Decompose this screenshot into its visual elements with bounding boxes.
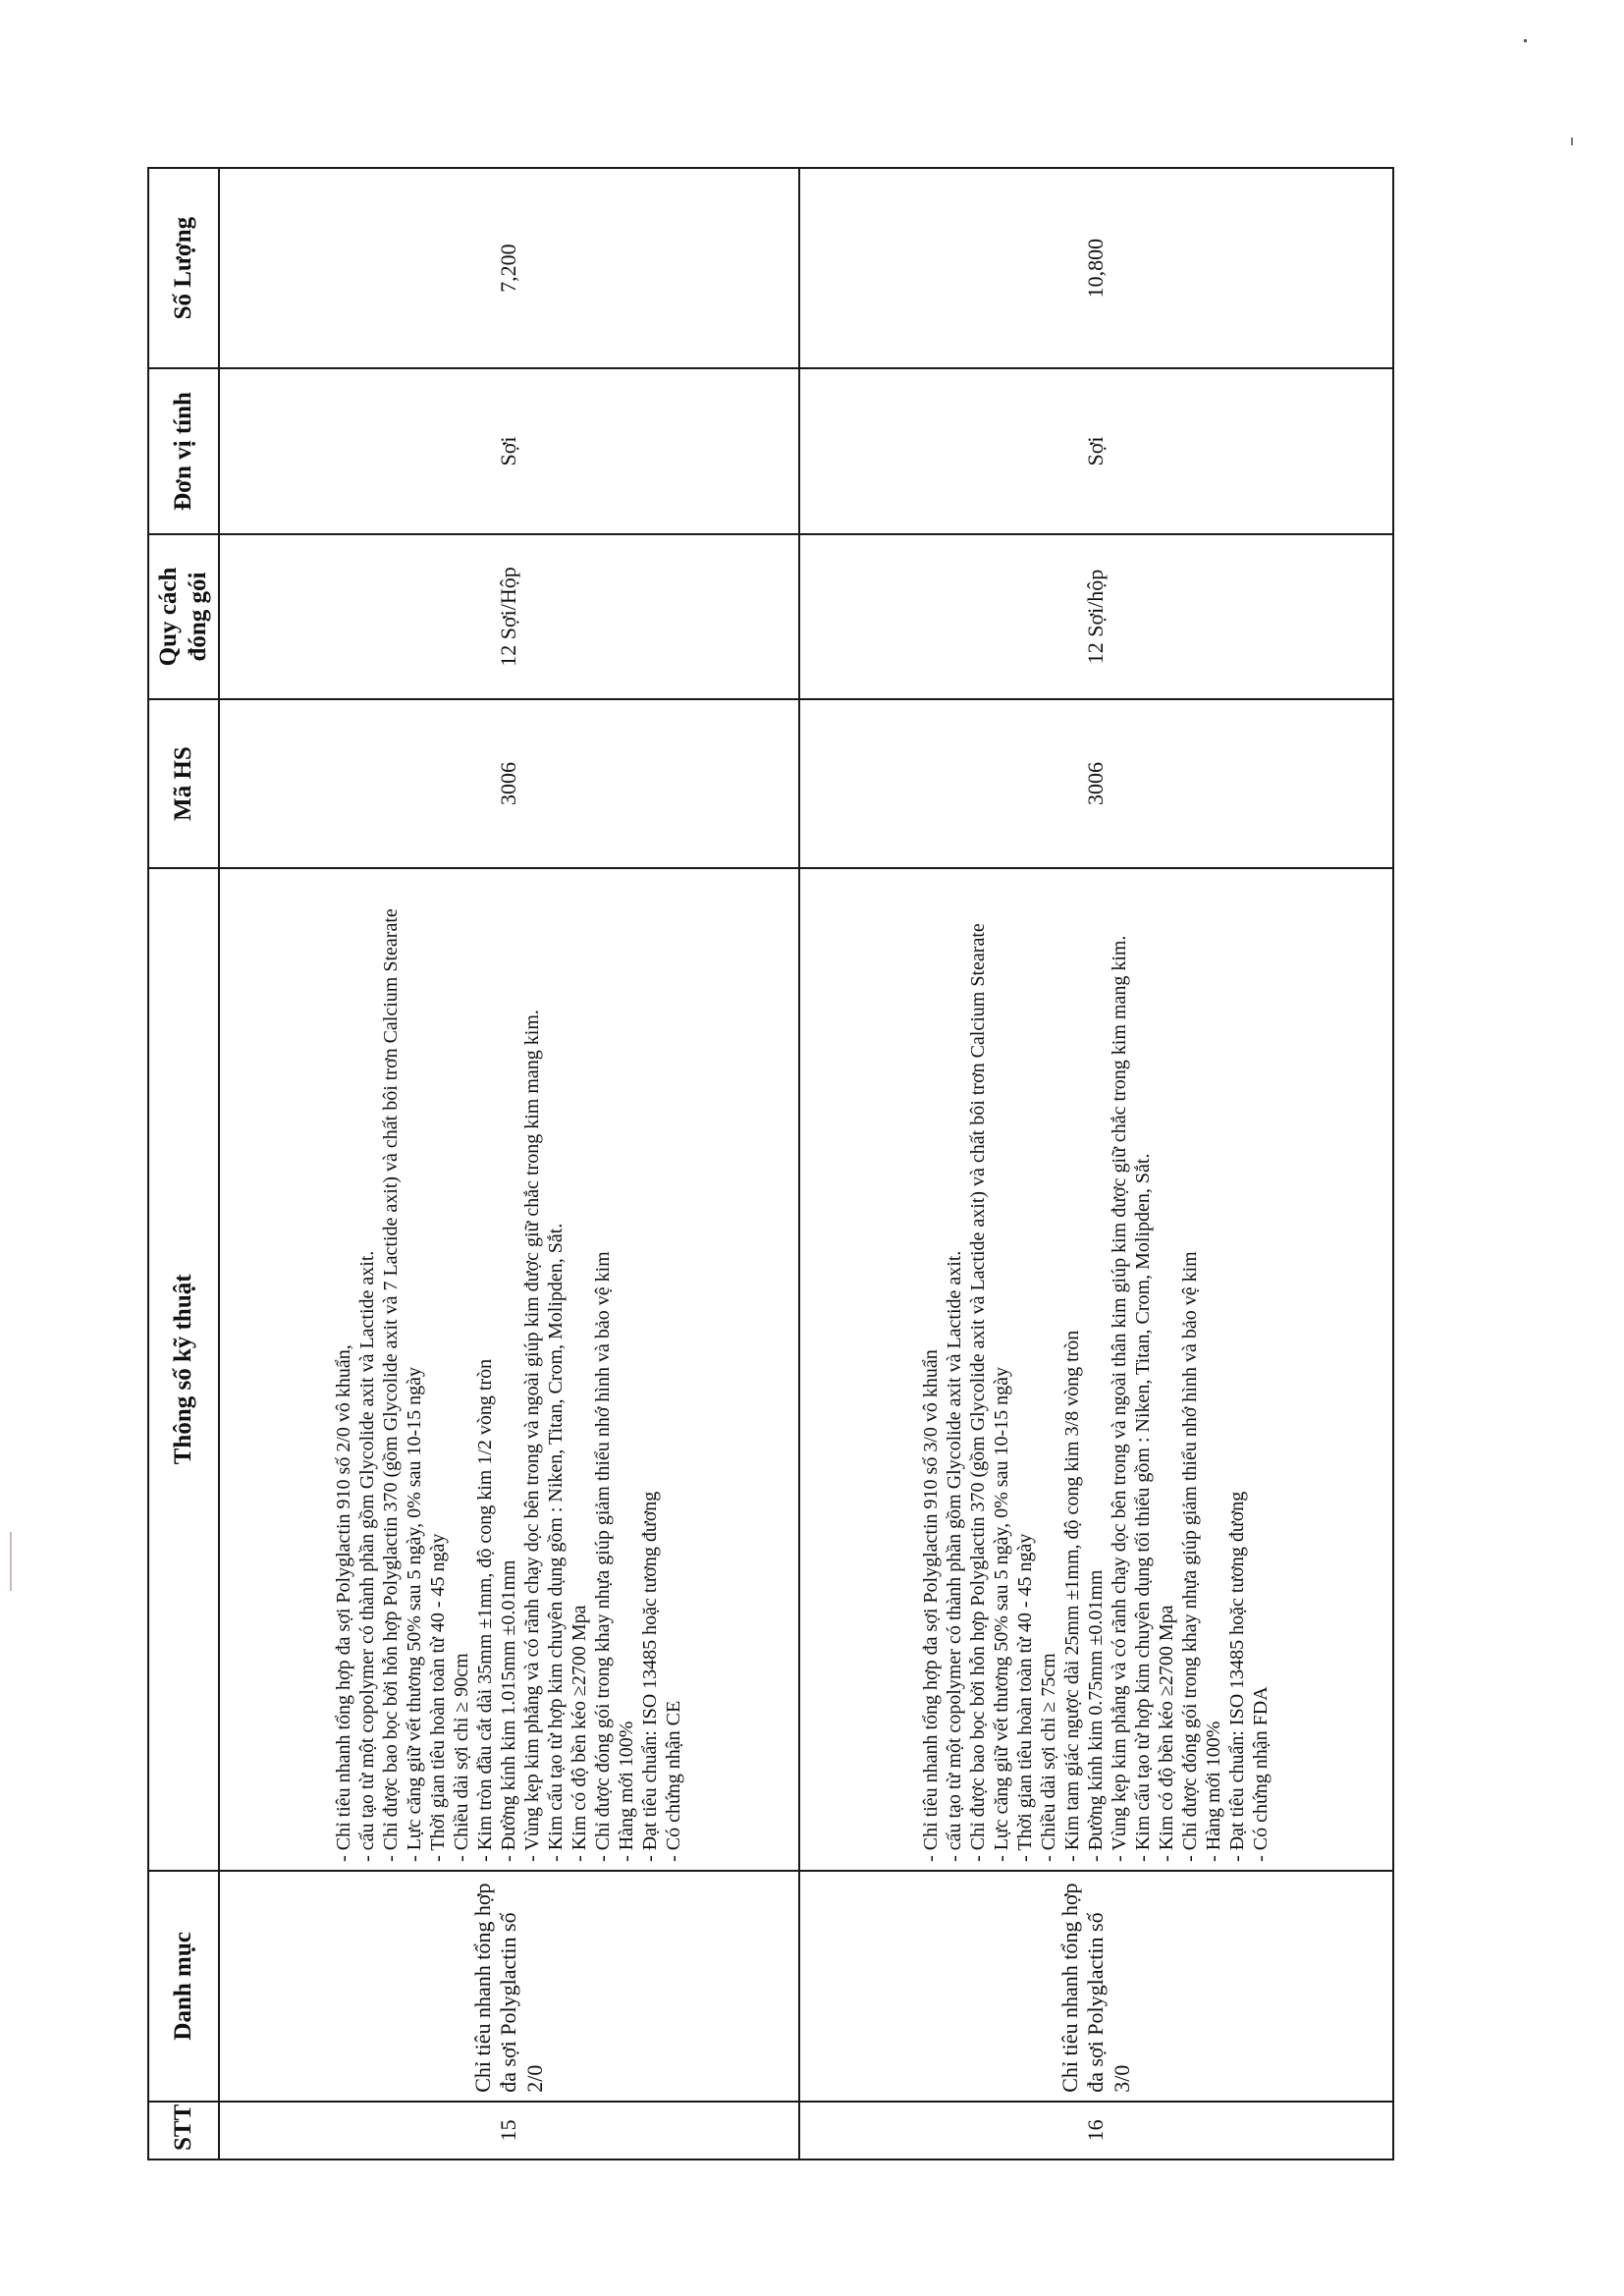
row-stt: 16 bbox=[799, 2102, 1393, 2159]
spec-line: - Hàng mới 100% bbox=[616, 1721, 638, 1862]
spec-line: - Kim tròn đầu cắt dài 35mm ±1mm, độ cong kim 1/2 vòng tròn bbox=[474, 1358, 497, 1862]
spec-line: - Đường kính kim 1.015mm ±0.01mm bbox=[498, 1559, 520, 1862]
spec-line: - cấu tạo từ một copolymer có thành phần gồm Glycolide axit và Lactide axit. bbox=[944, 1250, 966, 1862]
spec-line: - Thời gian tiêu hoàn toàn từ 40 - 45 ngày bbox=[427, 1533, 450, 1862]
header-danh-muc: Danh mục bbox=[148, 1871, 219, 2102]
spec-line: - Chiều dài sợi chỉ ≥ 90cm bbox=[451, 1653, 473, 1862]
row-so-luong: 10,800 bbox=[799, 168, 1393, 368]
spec-line: - Đường kính kim 0.75mm ±0.01mm bbox=[1085, 1569, 1108, 1862]
spec-line: - Hàng mới 100% bbox=[1203, 1721, 1225, 1862]
header-so-luong: Số Lượng bbox=[148, 168, 219, 368]
spec-line: - Chỉ được đóng gói trong khay nhựa giúp giảm thiểu nhớ hình và bảo vệ kim bbox=[1179, 1251, 1202, 1862]
spec-line: - Chiều dài sợi chỉ ≥ 75cm bbox=[1038, 1653, 1060, 1862]
row-ma-hs: 3006 bbox=[219, 699, 799, 868]
rotated-page bbox=[147, 167, 1394, 2160]
spec-line: - Kim có độ bền kéo ≥2700 Mpa bbox=[1156, 1605, 1178, 1862]
row-danh-muc: Chỉ tiêu nhanh tổng hợp đa sợi Polyglactin số 2/0 bbox=[219, 1871, 799, 2102]
spec-line: - Có chứng nhận CE bbox=[663, 1700, 685, 1862]
header-thong-so: Thông số kỹ thuật bbox=[148, 868, 219, 1871]
row-so-luong: 7,200 bbox=[219, 168, 799, 368]
table-row bbox=[799, 168, 1393, 2159]
spec-line: - Lực căng giữ vết thương 50% sau 5 ngày, 0% sau 10-15 ngày bbox=[991, 1367, 1013, 1862]
row-don-vi: Sợi bbox=[799, 368, 1393, 533]
table-row bbox=[219, 168, 799, 2159]
spec-line: - Có chứng nhận FDA bbox=[1250, 1686, 1272, 1862]
row-specs bbox=[799, 868, 1393, 1871]
row-quy-cach: 12 Sợi/Hộp bbox=[219, 534, 799, 699]
row-don-vi: Sợi bbox=[219, 368, 799, 533]
row-danh-muc: Chỉ tiêu nhanh tổng hợp đa sợi Polyglactin số 3/0 bbox=[799, 1871, 1393, 2102]
spec-line: - Thời gian tiêu hoàn toàn từ 40 - 45 ngày bbox=[1014, 1533, 1037, 1862]
header-row bbox=[148, 168, 219, 2159]
row-ma-hs: 3006 bbox=[799, 699, 1393, 868]
scan-mark bbox=[1571, 137, 1573, 145]
scan-mark bbox=[10, 1532, 12, 1591]
spec-line: - Chỉ được đóng gói trong khay nhựa giúp giảm thiểu nhớ hình và bảo vệ kim bbox=[592, 1251, 615, 1862]
header-ma-hs: Mã HS bbox=[148, 699, 219, 868]
header-stt: STT bbox=[148, 2102, 219, 2159]
row-specs bbox=[219, 868, 799, 1871]
scan-mark bbox=[1524, 39, 1527, 42]
spec-table bbox=[147, 167, 1394, 2160]
spec-line: - Kim cấu tạo từ hợp kim chuyên dụng tối thiểu gồm : Niken, Titan, Crom, Molipden, Sắt. bbox=[1132, 1153, 1155, 1862]
spec-line: - Vùng kẹp kim phẳng và có rãnh chạy dọc bên trong và ngoài thân kim giúp kim được giữ chắc trong kim mang kim. bbox=[1109, 935, 1131, 1862]
spec-line: - Đạt tiêu chuẩn: ISO 13485 hoặc tương đương bbox=[639, 1491, 662, 1862]
header-don-vi: Đơn vị tính bbox=[148, 368, 219, 533]
spec-line: - cấu tạo từ một copolymer có thành phần gồm Glycolide axit và Lactide axit. bbox=[356, 1250, 379, 1862]
spec-line: - Vùng kẹp kim phẳng và có rãnh chạy dọc bên trong và ngoài giúp kim được giữ chắc trong kim mang kim. bbox=[521, 1010, 544, 1862]
row-quy-cach: 12 Sợi/hộp bbox=[799, 534, 1393, 699]
spec-line: - Chỉ được bao bọc bởi hỗn hợp Polyglactin 370 (gồm Glycolide axit và Lactide axit) và chất bôi trơn Calcium Stearate bbox=[967, 923, 990, 1862]
spec-line: - Lực căng giữ vết thương 50% sau 5 ngày, 0% sau 10-15 ngày bbox=[404, 1367, 426, 1862]
spec-line: - Chỉ được bao bọc bởi hỗn hợp Polyglactin 370 (gồm Glycolide axit và 7 Lactide axit) và chất bôi trơn Calcium Stearate bbox=[380, 908, 403, 1862]
spec-line: - Kim tam giác ngược dài 25mm ±1mm, độ cong kim 3/8 vòng tròn bbox=[1061, 1330, 1084, 1862]
spec-line: - Đạt tiêu chuẩn: ISO 13485 hoặc tương đương bbox=[1226, 1491, 1249, 1862]
row-stt: 15 bbox=[219, 2102, 799, 2159]
spec-line: - Kim có độ bền kéo ≥2700 Mpa bbox=[568, 1605, 591, 1862]
spec-line: - Kim cấu tạo từ hợp kim chuyên dụng gồm : Niken, Titan, Crom, Molipden, Sắt. bbox=[545, 1223, 568, 1862]
header-quy-cach: Quy cách đóng gói bbox=[148, 534, 219, 699]
spec-line: - Chỉ tiêu nhanh tổng hợp đa sợi Polyglactin 910 số 2/0 vô khuẩn, bbox=[333, 1344, 355, 1862]
spec-line: - Chỉ tiêu nhanh tổng hợp đa sợi Polyglactin 910 số 3/0 vô khuẩn bbox=[920, 1349, 943, 1862]
